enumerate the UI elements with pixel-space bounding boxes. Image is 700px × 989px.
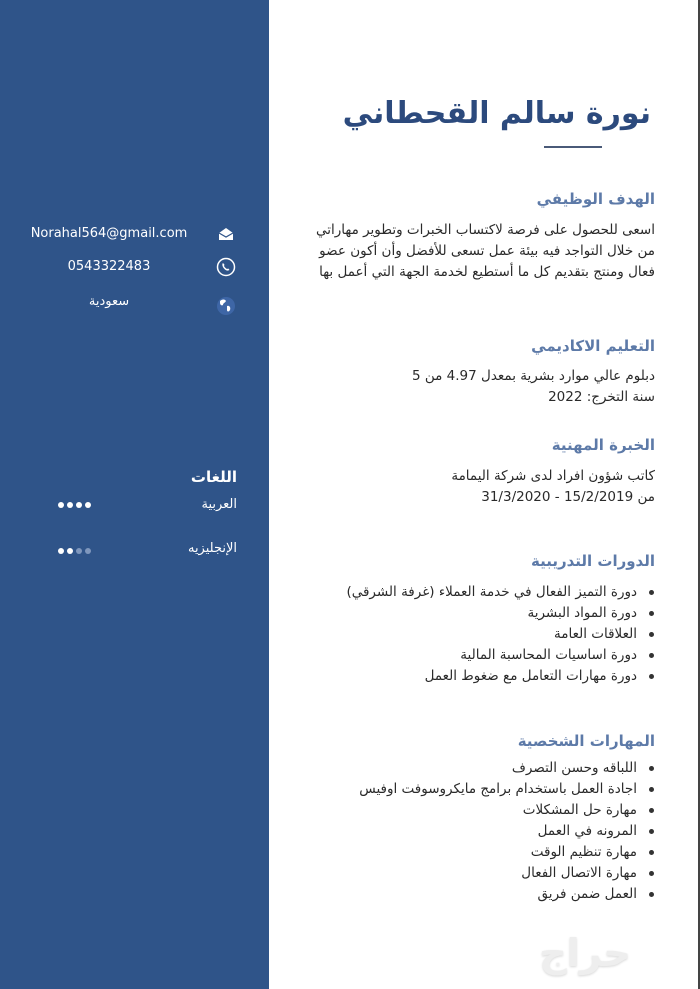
level-dot: [85, 502, 91, 508]
courses-title: الدورات التدريبية: [530, 552, 655, 570]
education-title: التعليم الاكاديمي: [531, 337, 655, 355]
phone-icon: [216, 257, 236, 277]
main-content: [269, 0, 698, 989]
email-text: Norahal564@gmail.com: [30, 226, 188, 241]
envelope-open-icon: [216, 224, 236, 244]
language-name: العربية: [201, 497, 237, 512]
level-dot: [58, 548, 64, 554]
contact-email: [0, 222, 269, 246]
list-item: العمل ضمن فريق: [359, 884, 637, 905]
list-item: دورة اساسيات المحاسبة المالية: [346, 645, 637, 666]
skills-list: [359, 758, 655, 905]
language-english: [0, 537, 269, 561]
name-divider: [544, 146, 602, 148]
phone-text: 0543322483: [67, 259, 151, 274]
education-text: [295, 366, 655, 408]
list-item: اجادة العمل باستخدام برامج مايكروسوفت اوفيس: [359, 779, 637, 800]
language-level-dots: [58, 502, 91, 508]
level-dot-empty: [85, 548, 91, 554]
country-text: سعودية: [88, 294, 130, 309]
list-item: مهارة تنظيم الوقت: [359, 842, 637, 863]
courses-list: [346, 582, 655, 687]
objective-line: من خلال التواجد فيه بيئة عمل تسعى للأفضل وأن أكون عضو: [319, 243, 655, 259]
person-name: نورة سالم القحطاني: [342, 96, 651, 131]
level-dot: [76, 502, 82, 508]
level-dot: [58, 502, 64, 508]
sidebar: [0, 0, 269, 989]
language-name: الإنجليزيه: [187, 541, 237, 556]
list-item: المرونه في العمل: [359, 821, 637, 842]
objective-title: الهدف الوظيفي: [536, 190, 655, 208]
list-item: دورة التميز الفعال في خدمة العملاء (غرفة الشرقي): [346, 582, 637, 603]
globe-icon: [216, 296, 236, 316]
objective-line: اسعى للحصول على فرصة لاكتساب الخبرات وتطوير مهاراتي: [315, 222, 655, 238]
language-level-dots: [58, 548, 91, 554]
watermark-logo: حراج: [539, 931, 631, 975]
experience-line: من 15/2/2019 - 31/3/2020: [481, 489, 655, 505]
objective-line: فعال ومنتج بتقديم كل ما أستطيع لخدمة الجهة التي أعمل بها: [319, 264, 655, 280]
skills-title: المهارات الشخصية: [517, 732, 655, 750]
experience-line: كاتب شؤون افراد لدى شركة اليمامة: [451, 468, 655, 484]
list-item: مهارة الاتصال الفعال: [359, 863, 637, 884]
experience-text: [295, 466, 655, 508]
languages-title: اللغات: [190, 468, 237, 486]
list-item: العلاقات العامة: [346, 624, 637, 645]
level-dot-empty: [76, 548, 82, 554]
list-item: اللباقه وحسن التصرف: [359, 758, 637, 779]
contact-country: [0, 290, 269, 314]
objective-text: [295, 220, 655, 283]
list-item: دورة مهارات التعامل مع ضغوط العمل: [346, 666, 637, 687]
list-item: مهارة حل المشكلات: [359, 800, 637, 821]
level-dot: [67, 548, 73, 554]
list-item: دورة المواد البشرية: [346, 603, 637, 624]
language-arabic: [0, 493, 269, 517]
experience-title: الخبرة المهنية: [551, 436, 655, 454]
education-line: سنة التخرج: 2022: [548, 389, 655, 405]
contact-phone: [0, 255, 269, 279]
level-dot: [67, 502, 73, 508]
education-line: دبلوم عالي موارد بشرية بمعدل 4.97 من 5: [411, 368, 655, 384]
